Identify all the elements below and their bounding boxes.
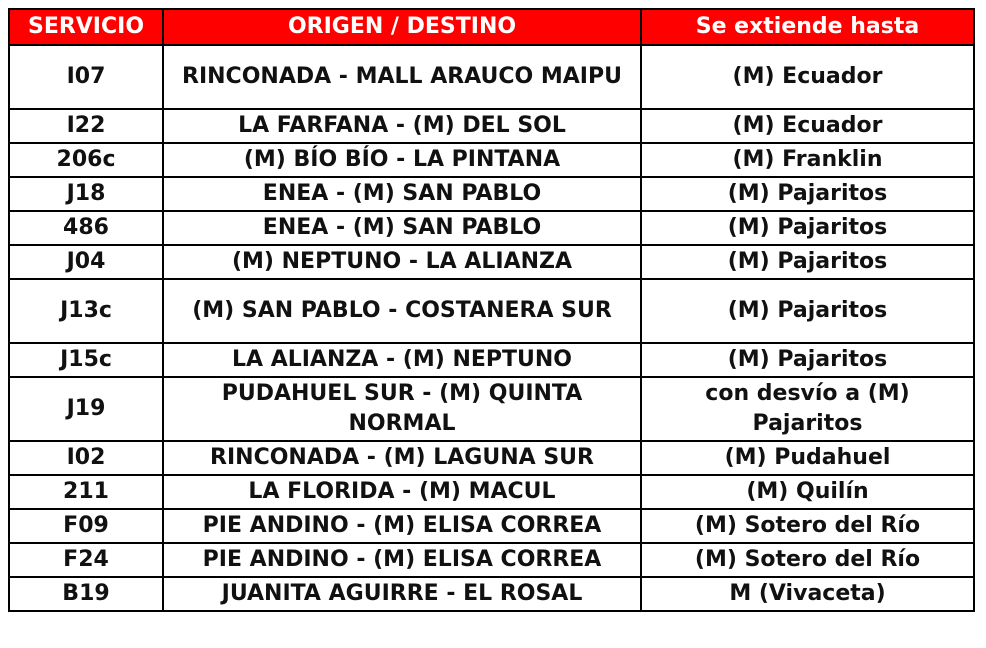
origen-destino-cell: RINCONADA - MALL ARAUCO MAIPU (163, 45, 641, 109)
table-row (9, 109, 974, 143)
origen-destino-cell: LA ALIANZA - (M) NEPTUNO (163, 343, 641, 377)
extiende-hasta-cell: (M) Ecuador (641, 45, 974, 109)
extiende-hasta-cell: (M) Ecuador (641, 109, 974, 143)
routes-table (8, 8, 975, 612)
servicio-cell: F24 (9, 543, 163, 577)
origen-destino-cell: LA FLORIDA - (M) MACUL (163, 475, 641, 509)
table-row (9, 343, 974, 377)
table-row (9, 509, 974, 543)
header-origen-destino: ORIGEN / DESTINO (163, 9, 641, 45)
origen-destino-cell: (M) SAN PABLO - COSTANERA SUR (163, 279, 641, 343)
extiende-hasta-cell: (M) Sotero del Río (641, 543, 974, 577)
origen-destino-cell: ENEA - (M) SAN PABLO (163, 177, 641, 211)
servicio-cell: 486 (9, 211, 163, 245)
table-body (9, 45, 974, 611)
table-row (9, 377, 974, 441)
servicio-cell: J04 (9, 245, 163, 279)
extiende-hasta-cell: (M) Pajaritos (641, 177, 974, 211)
origen-destino-cell: PUDAHUEL SUR - (M) QUINTA NORMAL (163, 377, 641, 441)
servicio-cell: J18 (9, 177, 163, 211)
extiende-hasta-cell: M (Vivaceta) (641, 577, 974, 611)
origen-destino-cell: PIE ANDINO - (M) ELISA CORREA (163, 543, 641, 577)
servicio-cell: F09 (9, 509, 163, 543)
origen-destino-cell: PIE ANDINO - (M) ELISA CORREA (163, 509, 641, 543)
extiende-hasta-cell: (M) Quilín (641, 475, 974, 509)
extiende-hasta-cell: (M) Pajaritos (641, 343, 974, 377)
table-header (9, 9, 974, 45)
extiende-hasta-cell: (M) Pajaritos (641, 211, 974, 245)
origen-destino-cell: LA FARFANA - (M) DEL SOL (163, 109, 641, 143)
extiende-hasta-cell: (M) Pudahuel (641, 441, 974, 475)
header-se-extiende-hasta: Se extiende hasta (641, 9, 974, 45)
table-row (9, 441, 974, 475)
servicio-cell: I02 (9, 441, 163, 475)
table-row (9, 177, 974, 211)
table-row (9, 279, 974, 343)
servicio-cell: I07 (9, 45, 163, 109)
extiende-hasta-cell: con desvío a (M) Pajaritos (641, 377, 974, 441)
origen-destino-cell: ENEA - (M) SAN PABLO (163, 211, 641, 245)
extiende-hasta-cell: (M) Pajaritos (641, 245, 974, 279)
origen-destino-cell: (M) NEPTUNO - LA ALIANZA (163, 245, 641, 279)
table-row (9, 143, 974, 177)
header-servicio: SERVICIO (9, 9, 163, 45)
extiende-hasta-cell: (M) Pajaritos (641, 279, 974, 343)
routes-table-container (8, 8, 975, 612)
servicio-cell: J13c (9, 279, 163, 343)
table-row (9, 577, 974, 611)
servicio-cell: 206c (9, 143, 163, 177)
table-row (9, 245, 974, 279)
table-row (9, 211, 974, 245)
servicio-cell: B19 (9, 577, 163, 611)
servicio-cell: J15c (9, 343, 163, 377)
table-row (9, 45, 974, 109)
table-row (9, 543, 974, 577)
table-row (9, 475, 974, 509)
origen-destino-cell: RINCONADA - (M) LAGUNA SUR (163, 441, 641, 475)
extiende-hasta-cell: (M) Sotero del Río (641, 509, 974, 543)
header-row (9, 9, 974, 45)
extiende-hasta-cell: (M) Franklin (641, 143, 974, 177)
servicio-cell: 211 (9, 475, 163, 509)
servicio-cell: I22 (9, 109, 163, 143)
servicio-cell: J19 (9, 377, 163, 441)
origen-destino-cell: (M) BÍO BÍO - LA PINTANA (163, 143, 641, 177)
origen-destino-cell: JUANITA AGUIRRE - EL ROSAL (163, 577, 641, 611)
